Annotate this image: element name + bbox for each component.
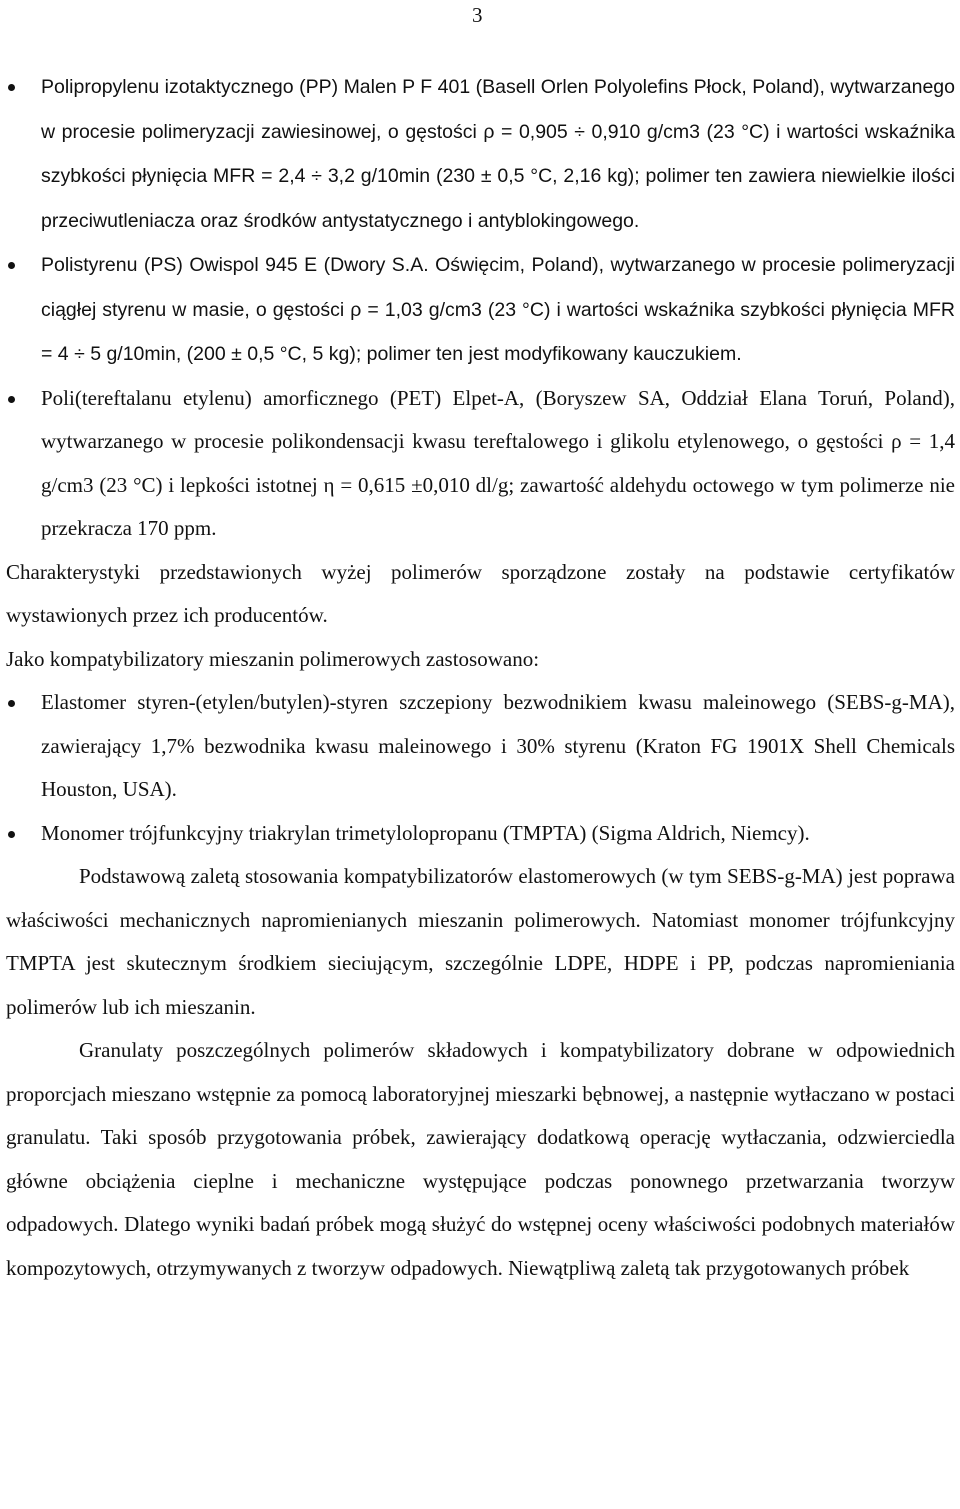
document-body (6, 65, 955, 1290)
bullet-icon (8, 396, 15, 403)
material-description: Polipropylenu izotaktycznego (PP) Malen P F 401 (Basell Orlen Polyolefins Płock, Poland), wytwarzanego w procesie polimeryzacji zawiesinowej, o gęstości ρ = 0,905 ÷ 0,910 g/cm3 (23 °C) i wartości wskaźnika szybkości płynięcia MFR = 2,4 ÷ 3,2 g/10min (230 ± 0,5 °C, 2,16 kg); polimer ten zawiera niewielkie ilości przeciwutleniacza oraz środków antystatycznego i antyblokingowego. (41, 76, 955, 232)
characteristics-note: Charakterystyki przedstawionych wyżej polimerów sporządzone zostały na podstawie certyfikatów wystawionych przez ich producentów. (6, 559, 955, 627)
bullet-icon (8, 84, 15, 91)
material-description: Poli(tereftalanu etylenu) amorficznego (PET) Elpet-A, (Boryszew SA, Oddział Elana Toruń, Poland), wytwarzanego w procesie polikondensacji kwasu tereftalowego i glikolu etylenowego, o gęstości ρ = 1,4 g/cm3 (23 °C) i lepkości istotnej η = 0,615 ±0,010 dl/g; zawartość aldehydu octowego w tym polimerze nie przekracza 170 ppm. (41, 385, 955, 540)
material-description: Polistyrenu (PS) Owispol 945 E (Dwory S.A. Oświęcim, Poland), wytwarzanego w procesie polimeryzacji ciągłej styrenu w masie, o gęstości ρ = 1,03 g/cm3 (23 °C) i wartości wskaźnika szybkości płynięcia MFR = 4 ÷ 5 g/10min, (200 ± 0,5 °C, 5 kg); polimer ten jest modyfikowany kauczukiem. (41, 254, 955, 365)
compatibilizer-description: Monomer trójfunkcyjny triakrylan trimetylolopropanu (TMPTA) (Sigma Aldrich, Niemcy). (41, 820, 810, 845)
material-item-pp (6, 65, 955, 243)
material-item-pet (6, 377, 955, 551)
compatibilizers-intro: Jako kompatybilizatory mieszanin polimerowych zastosowano: (6, 646, 540, 671)
bullet-icon (8, 831, 15, 838)
compatibilizer-item-tmpta (6, 812, 955, 856)
materials-list (6, 65, 955, 551)
compatibilizers-list (6, 681, 955, 855)
paragraph-advantage: Podstawową zaletą stosowania kompatybilizatorów elastomerowych (w tym SEBS-g-MA) jest poprawa właściwości mechanicznych napromienianych mieszanin polimerowych. Natomiast monomer trójfunkcyjny TMPTA jest skutecznym środkiem sieciującym, szczególnie LDPE, HDPE i PP, podczas napromieniania polimerów lub ich mieszanin. (6, 864, 955, 1019)
compatibilizer-item-sebs (6, 681, 955, 812)
paragraph-granulates: Granulaty poszczególnych polimerów składowych i kompatybilizatory dobrane w odpowiednich proporcjach mieszano wstępnie za pomocą laboratoryjnej mieszarki bębnowej, a następnie wytłaczano w postaci granulatu. Taki sposób przygotowania próbek, zawierający dodatkową operację wytłaczania, odzwierciedla główne obciążenia cieplne i mechaniczne występujące podczas ponownego przetwarzania tworzyw odpadowych. Dlatego wyniki badań próbek mogą służyć do wstępnej oceny właściwości podobnych materiałów kompozytowych, otrzymywanych z tworzyw odpadowych. Niewątpliwą zaletą tak przygotowanych próbek (6, 1038, 955, 1280)
material-item-ps (6, 243, 955, 377)
bullet-icon (8, 700, 15, 707)
page-number: 3 (472, 3, 483, 27)
bullet-icon (8, 262, 15, 269)
compatibilizer-description: Elastomer styren-(etylen/butylen)-styren szczepiony bezwodnikiem kwasu maleinowego (SEBS-g-MA), zawierający 1,7% bezwodnika kwasu maleinowego i 30% styrenu (Kraton FG 1901X Shell Chemicals Houston, USA). (41, 690, 955, 801)
